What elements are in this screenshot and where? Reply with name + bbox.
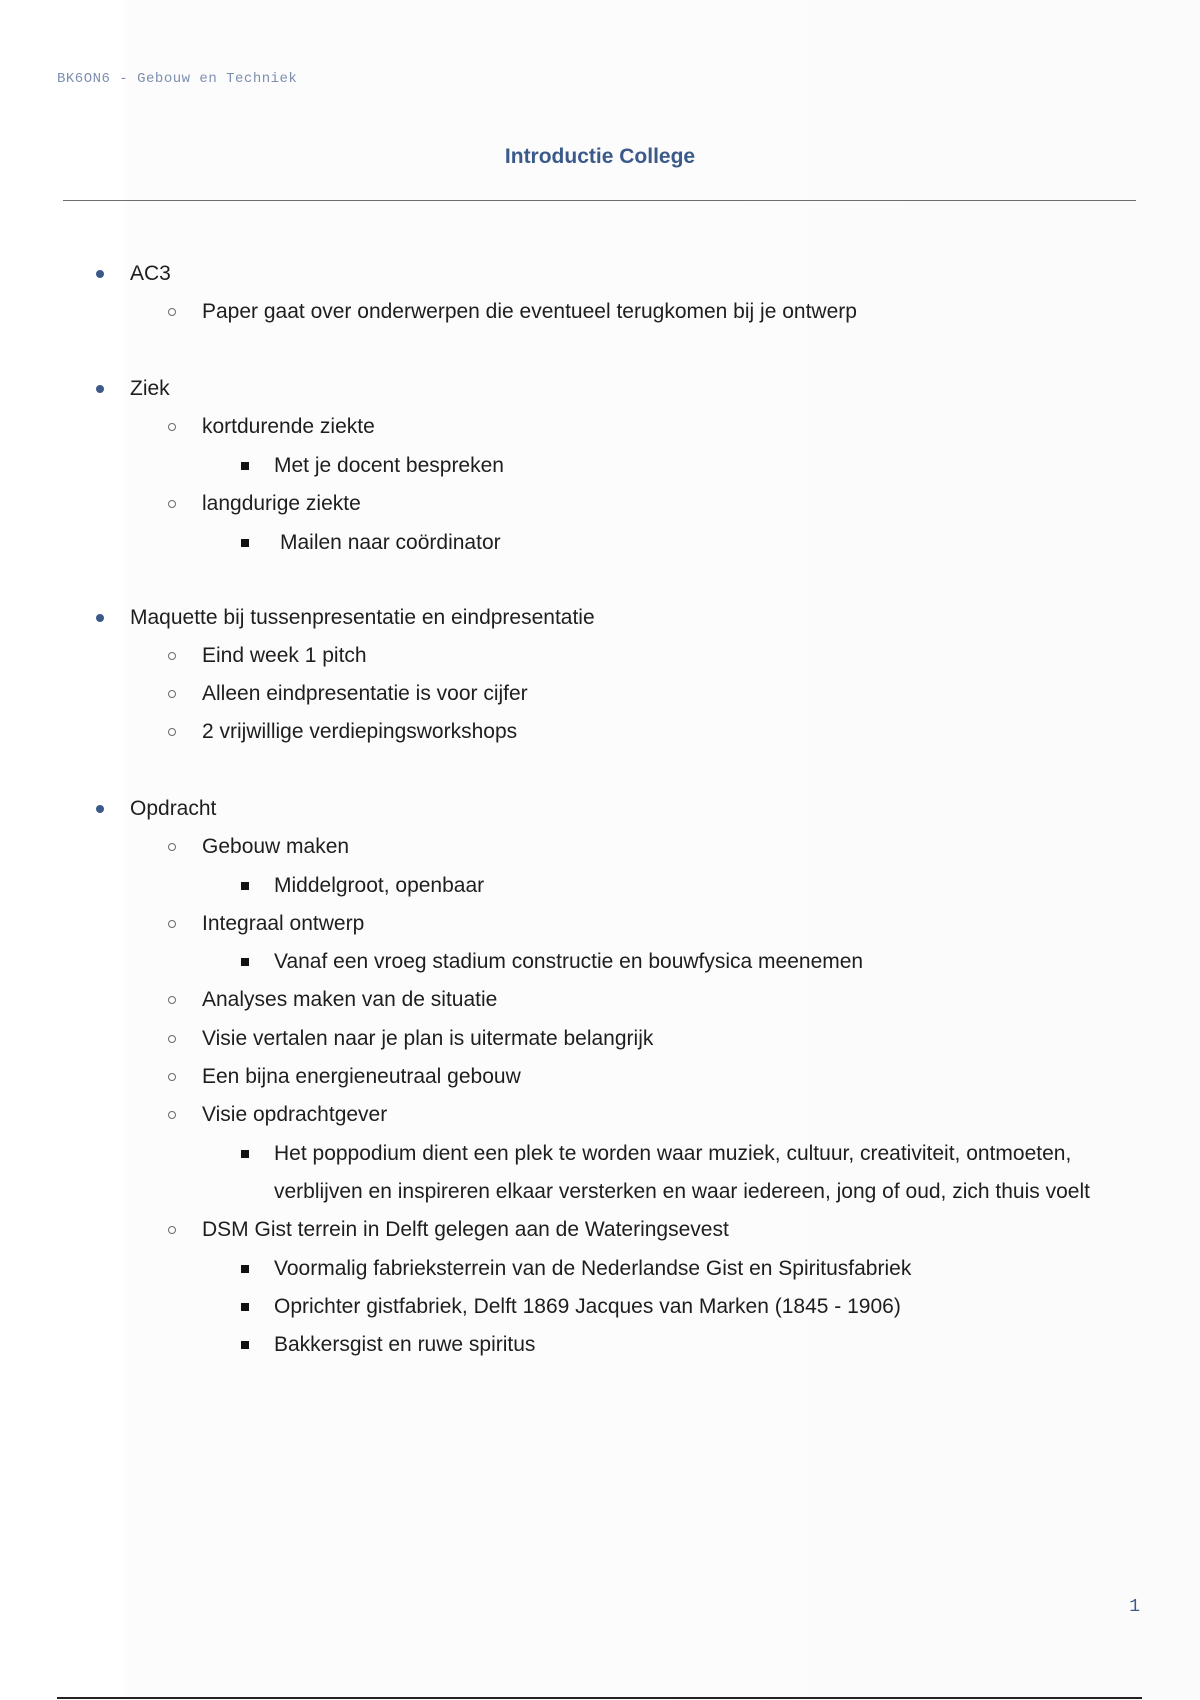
outline-subitem-label: Gebouw maken xyxy=(202,835,350,858)
outline-item-label: Opdracht xyxy=(130,797,217,820)
hollow-circle-bullet-icon xyxy=(168,500,176,508)
outline-detail-label: Middelgroot, openbaar xyxy=(274,874,485,897)
hollow-circle-bullet-icon xyxy=(168,423,176,431)
square-bullet-icon xyxy=(241,958,249,966)
filled-circle-bullet-icon xyxy=(96,805,104,813)
hollow-circle-bullet-icon xyxy=(168,996,176,1004)
outline-subitem-label: langdurige ziekte xyxy=(202,492,361,515)
outline-item-label: Ziek xyxy=(130,377,170,400)
hollow-circle-bullet-icon xyxy=(168,1111,176,1119)
outline-detail-label: Voormalig fabrieksterrein van de Nederlandse Gist en Spiritusfabriek xyxy=(274,1257,912,1280)
square-bullet-icon xyxy=(241,1341,249,1349)
hollow-circle-bullet-icon xyxy=(168,1073,176,1081)
outline-subitem-label: 2 vrijwillige verdiepingsworkshops xyxy=(202,720,518,743)
outline-detail-label: Het poppodium dient een plek te worden waar muziek, cultuur, creativiteit, ontmoeten, xyxy=(274,1142,1072,1165)
outline-subitem-label: Een bijna energieneutraal gebouw xyxy=(202,1065,521,1088)
filled-circle-bullet-icon xyxy=(96,614,104,622)
outline-subitem-label: Analyses maken van de situatie xyxy=(202,988,498,1011)
hollow-circle-bullet-icon xyxy=(168,1226,176,1234)
hollow-circle-bullet-icon xyxy=(168,652,176,660)
hollow-circle-bullet-icon xyxy=(168,843,176,851)
outline-subitem-label: Eind week 1 pitch xyxy=(202,644,367,667)
outline-subitem-label: Visie vertalen naar je plan is uitermate belangrijk xyxy=(202,1027,654,1050)
square-bullet-icon xyxy=(241,539,249,547)
page-number: 1 xyxy=(1129,1597,1140,1617)
outline-subitem-label: Integraal ontwerp xyxy=(202,912,365,935)
outline-subitem-label: Paper gaat over onderwerpen die eventueel terugkomen bij je ontwerp xyxy=(202,300,857,323)
square-bullet-icon xyxy=(241,1265,249,1273)
outline-item-label: Maquette bij tussenpresentatie en eindpresentatie xyxy=(130,606,595,629)
outline-detail-label: Oprichter gistfabriek, Delft 1869 Jacques van Marken (1845 - 1906) xyxy=(274,1295,901,1318)
hollow-circle-bullet-icon xyxy=(168,308,176,316)
square-bullet-icon xyxy=(241,462,249,470)
outline-detail-label: Met je docent bespreken xyxy=(274,454,504,477)
hollow-circle-bullet-icon xyxy=(168,1035,176,1043)
course-code-header: BK6ON6 - Gebouw en Techniek xyxy=(57,71,298,87)
hollow-circle-bullet-icon xyxy=(168,728,176,736)
filled-circle-bullet-icon xyxy=(96,270,104,278)
square-bullet-icon xyxy=(241,1303,249,1311)
hollow-circle-bullet-icon xyxy=(168,920,176,928)
outline-subitem-label: DSM Gist terrein in Delft gelegen aan de Wateringsevest xyxy=(202,1218,729,1241)
outline-detail-label: Vanaf een vroeg stadium constructie en bouwfysica meenemen xyxy=(274,950,864,973)
square-bullet-icon xyxy=(241,1150,249,1158)
outline-item-label: AC3 xyxy=(130,262,171,285)
page-title: Introductie College xyxy=(504,145,696,168)
hollow-circle-bullet-icon xyxy=(168,690,176,698)
square-bullet-icon xyxy=(241,882,249,890)
outline-subitem-label: Alleen eindpresentatie is voor cijfer xyxy=(202,682,528,705)
outline-detail-label: verblijven en inspireren elkaar versterken en waar iedereen, jong of oud, zich thuis voelt xyxy=(274,1180,1090,1203)
outline-subitem-label: Visie opdrachtgever xyxy=(202,1103,388,1126)
filled-circle-bullet-icon xyxy=(96,385,104,393)
title-divider xyxy=(63,200,1136,201)
outline-detail-label: Mailen naar coördinator xyxy=(280,531,501,554)
outline-detail-label: Bakkersgist en ruwe spiritus xyxy=(274,1333,536,1356)
footer-divider xyxy=(57,1697,1142,1699)
outline-subitem-label: kortdurende ziekte xyxy=(202,415,375,438)
